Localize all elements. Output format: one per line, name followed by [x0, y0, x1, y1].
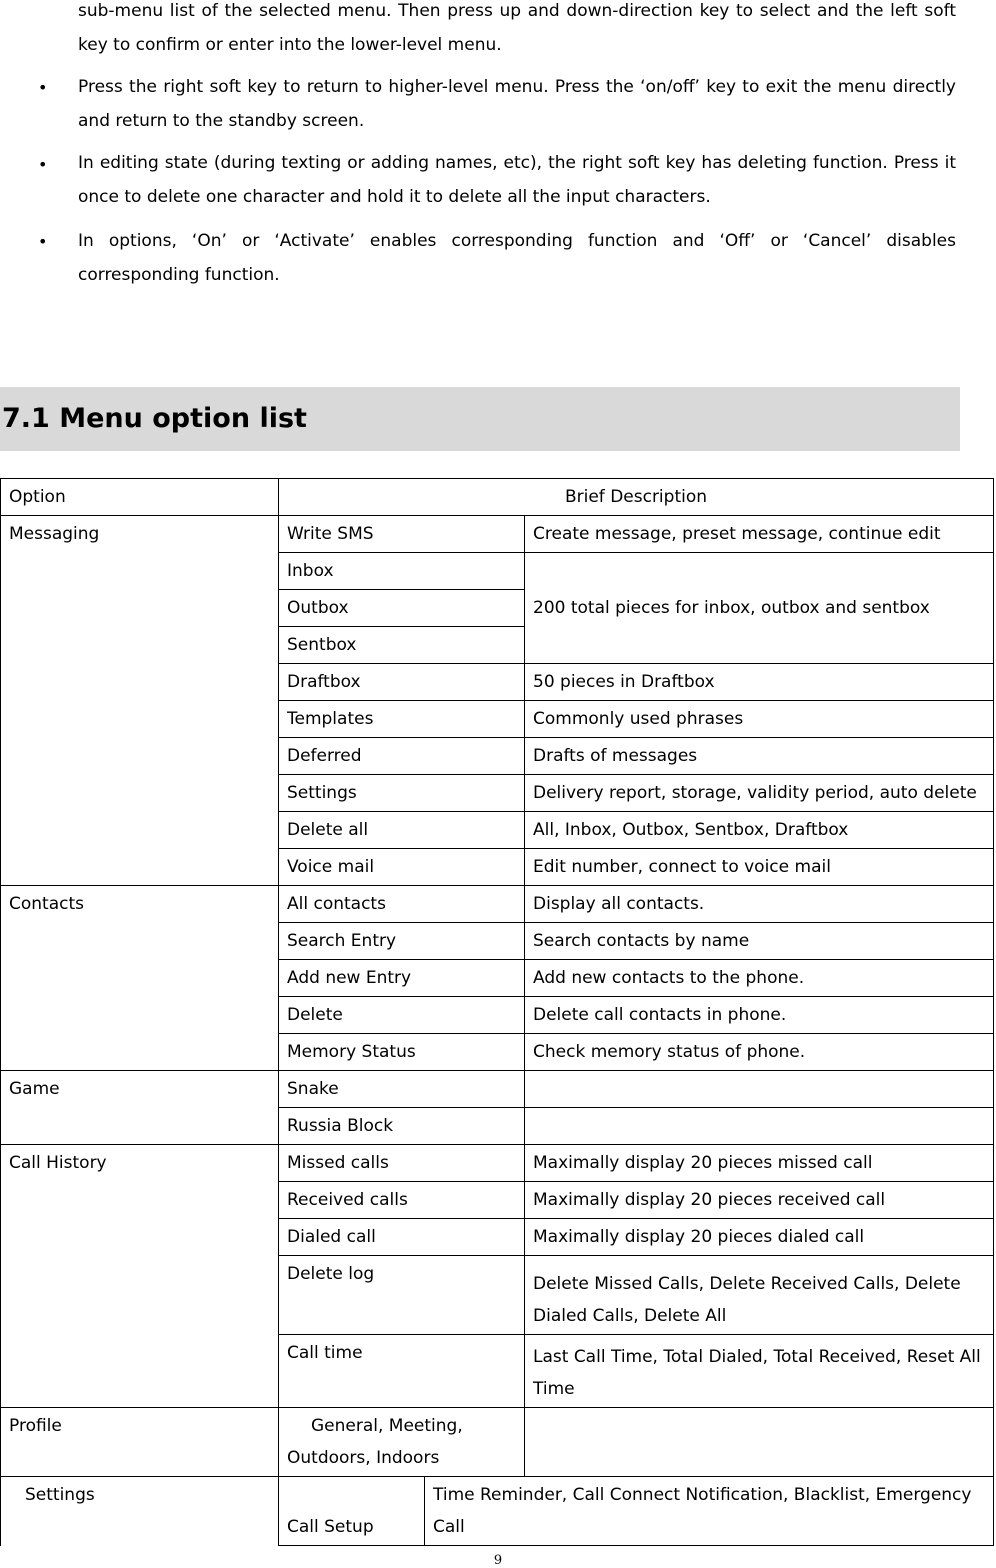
table-row: [1, 1071, 994, 1108]
option-call-history: Call History: [1, 1145, 279, 1408]
option-profile: Profile: [1, 1408, 279, 1477]
sub-item: Memory Status: [279, 1034, 525, 1071]
item-description: 200 total pieces for inbox, outbox and sentbox: [525, 553, 994, 664]
item-description: Time Reminder, Call Connect Notification, Blacklist, Emergency Call: [425, 1477, 994, 1546]
bullet-item: Press the right soft key to return to higher-level menu. Press the ‘on/off’ key to exit the menu directly and return to the standby screen.: [78, 77, 956, 131]
section-title: 7.1 Menu option list: [2, 403, 307, 434]
item-description: Delete call contacts in phone.: [525, 997, 994, 1034]
table-row: [1, 886, 994, 923]
option-contacts: Contacts: [1, 886, 279, 1071]
sub-item: Write SMS: [279, 516, 525, 553]
item-description: Delivery report, storage, validity period, auto delete: [525, 775, 994, 812]
sub-item: Outbox: [279, 590, 525, 627]
item-description: Display all contacts.: [525, 886, 994, 923]
sub-item: Deferred: [279, 738, 525, 775]
header-option: Option: [1, 479, 279, 516]
sub-item: Delete all: [279, 812, 525, 849]
item-description: Maximally display 20 pieces dialed call: [525, 1219, 994, 1256]
page-number: 9: [493, 1553, 503, 1568]
sub-item: Dialed call: [279, 1219, 525, 1256]
sub-item: Russia Block: [279, 1108, 525, 1145]
bullet-item: In editing state (during texting or adding names, etc), the right soft key has deleting function. Press it once to delete one character and hold it to delete all the input characters.: [78, 153, 956, 207]
table-row: [1, 1408, 994, 1477]
sub-item: Missed calls: [279, 1145, 525, 1182]
item-description: Edit number, connect to voice mail: [525, 849, 994, 886]
sub-item: Received calls: [279, 1182, 525, 1219]
item-description: Drafts of messages: [525, 738, 994, 775]
sub-item: Delete log: [279, 1256, 525, 1335]
bullet-icon: [38, 83, 48, 93]
sub-item: Voice mail: [279, 849, 525, 886]
table-row: [1, 516, 994, 553]
sub-item: Settings: [279, 775, 525, 812]
item-description: Commonly used phrases: [525, 701, 994, 738]
header-description: Brief Description: [279, 479, 994, 516]
item-description: Maximally display 20 pieces missed call: [525, 1145, 994, 1182]
sub-item: Draftbox: [279, 664, 525, 701]
sub-item: General, Meeting, Outdoors, Indoors: [279, 1408, 525, 1477]
item-description: 50 pieces in Draftbox: [525, 664, 994, 701]
continuation-paragraph: sub-menu list of the selected menu. Then press up and down-direction key to select and the left soft key to confirm or enter into the lower-level menu.: [78, 1, 956, 55]
bullet-item: In options, ‘On’ or ‘Activate’ enables corresponding function and ‘Off’ or ‘Cancel’ disables corresponding function.: [78, 231, 956, 285]
item-description: Search contacts by name: [525, 923, 994, 960]
sub-item: Search Entry: [279, 923, 525, 960]
option-messaging: Messaging: [1, 516, 279, 886]
sub-item: Call time: [279, 1335, 525, 1408]
bullet-icon: [38, 237, 48, 247]
item-description: [525, 1108, 994, 1145]
sub-item: Inbox: [279, 553, 525, 590]
item-description: [525, 1071, 994, 1108]
sub-item: Sentbox: [279, 627, 525, 664]
sub-item: Templates: [279, 701, 525, 738]
item-description: [525, 1408, 994, 1477]
table-header-row: [1, 479, 994, 516]
item-description: All, Inbox, Outbox, Sentbox, Draftbox: [525, 812, 994, 849]
item-description: Create message, preset message, continue edit: [525, 516, 994, 553]
item-description: Last Call Time, Total Dialed, Total Received, Reset All Time: [525, 1335, 994, 1408]
item-description: Check memory status of phone.: [525, 1034, 994, 1071]
sub-item: Delete: [279, 997, 525, 1034]
sub-item: Call Setup: [279, 1477, 425, 1546]
menu-option-table: [0, 478, 994, 1546]
sub-item: Snake: [279, 1071, 525, 1108]
sub-item: All contacts: [279, 886, 525, 923]
table-row: [1, 1145, 994, 1182]
option-game: Game: [1, 1071, 279, 1145]
bullet-icon: [38, 160, 48, 170]
option-settings: Settings: [1, 1477, 279, 1546]
sub-item: Add new Entry: [279, 960, 525, 997]
item-description: Maximally display 20 pieces received call: [525, 1182, 994, 1219]
item-description: Add new contacts to the phone.: [525, 960, 994, 997]
table-row: [1, 1477, 994, 1546]
item-description: Delete Missed Calls, Delete Received Calls, Delete Dialed Calls, Delete All: [525, 1256, 994, 1335]
